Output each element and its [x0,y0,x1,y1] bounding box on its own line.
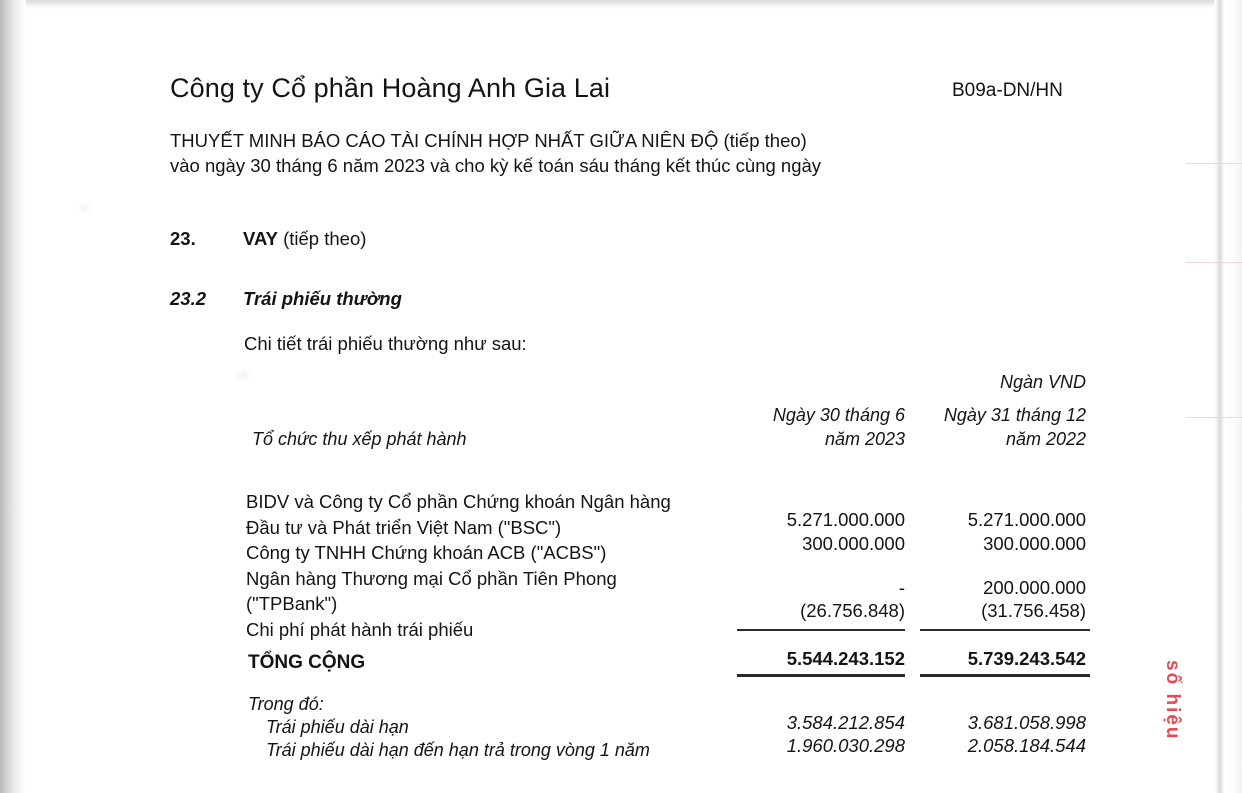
scan-top-edge [0,0,1242,9]
subnote-title: Trái phiếu thường [243,288,402,309]
note-title-strong: VAY [243,228,278,249]
scan-page-right-edge [1214,0,1224,793]
scan-outer-right-margin [1224,0,1242,793]
table-row-labels [246,489,671,642]
scan-shadow-left-edge [0,0,26,793]
faint-scan-rule [1186,262,1242,263]
table-cell-value: (26.756.848) [800,600,905,621]
table-cell-value: 5.271.000.000 [786,509,905,530]
note-title [243,228,366,250]
total-label: TỔNG CỘNG [248,652,366,673]
table-row-label-line: Ngân hàng Thương mại Cổ phần Tiên Phong [246,567,617,589]
table-cell-value: 200.000.000 [983,577,1086,598]
breakdown-item-value: 1.960.030.298 [786,735,905,756]
breakdown-item-label: Trái phiếu dài hạn đến hạn trả trong vòng 1 năm [266,740,650,760]
table-cell-value: 300.000.000 [983,533,1086,554]
table-row-label-line: BIDV và Công ty Cổ phần Chứng khoán Ngân hàng [246,491,671,512]
faint-scan-rule [1186,417,1242,418]
scan-smudge [80,205,90,212]
breakdown-item-label: Trái phiếu dài hạn [266,717,409,737]
table-row-label-line: ("TPBank") [246,593,338,614]
subnote-number: 23.2 [170,288,207,309]
breakdown-item-value: 3.584.212.854 [786,712,905,733]
column-header-2023-line-2: năm 2023 [824,429,905,449]
form-code: B09a-DN/HN [952,80,1063,101]
total-value: 5.739.243.542 [967,648,1086,669]
breakdown-item-value: 2.058.184.544 [967,735,1086,756]
table-cell-value: - [898,577,905,598]
faint-scan-rule [1186,163,1242,164]
report-subtitle-line-2: vào ngày 30 tháng 6 năm 2023 và cho kỳ kế toán sáu tháng kết thúc cùng ngày [170,155,822,176]
column-header-2023-line-1: Ngày 30 tháng 6 [772,405,905,425]
table-cell-value: 300.000.000 [802,533,905,554]
note-title-suffix: (tiếp theo) [277,228,367,249]
table-cell-value: (31.756.458) [981,600,1086,621]
table-row-label-line: Đầu tư và Phát triển Việt Nam ("BSC") [246,516,562,538]
column-header-2022-line-1: Ngày 31 tháng 12 [943,405,1086,425]
row-header-label: Tổ chức thu xếp phát hành [252,429,467,449]
report-subtitle-line-1: THUYẾT MINH BÁO CÁO TÀI CHÍNH HỢP NHẤT GIỮA NIÊN ĐỘ (tiếp theo) [170,130,807,151]
table-rule-above-total [920,629,1090,631]
currency-unit-label: Ngàn VND [999,372,1086,392]
column-header-2023 [700,403,905,451]
total-value: 5.544.243.152 [786,648,905,669]
column-header-2022 [906,403,1086,451]
table-rule-above-total [737,629,905,631]
report-subtitle [170,128,821,178]
table-row-label-line: Chi phí phát hành trái phiếu [246,618,474,640]
breakdown-lead: Trong đó: [248,694,324,714]
table-cell-value: 5.271.000.000 [967,509,1086,530]
note-intro-text: Chi tiết trái phiếu thường như sau: [244,333,527,354]
breakdown-item-value: 3.681.058.998 [967,712,1086,733]
column-header-2022-line-2: năm 2022 [1005,429,1086,449]
company-name: Công ty Cổ phần Hoàng Anh Gia Lai [170,73,611,103]
table-rule-below-total [737,674,905,677]
red-stamp-mark: số hiệu [1162,660,1183,741]
table-rule-below-total [920,674,1090,677]
table-row-label-line: Công ty TNHH Chứng khoán ACB ("ACBS") [246,542,607,563]
note-number: 23. [170,228,196,249]
